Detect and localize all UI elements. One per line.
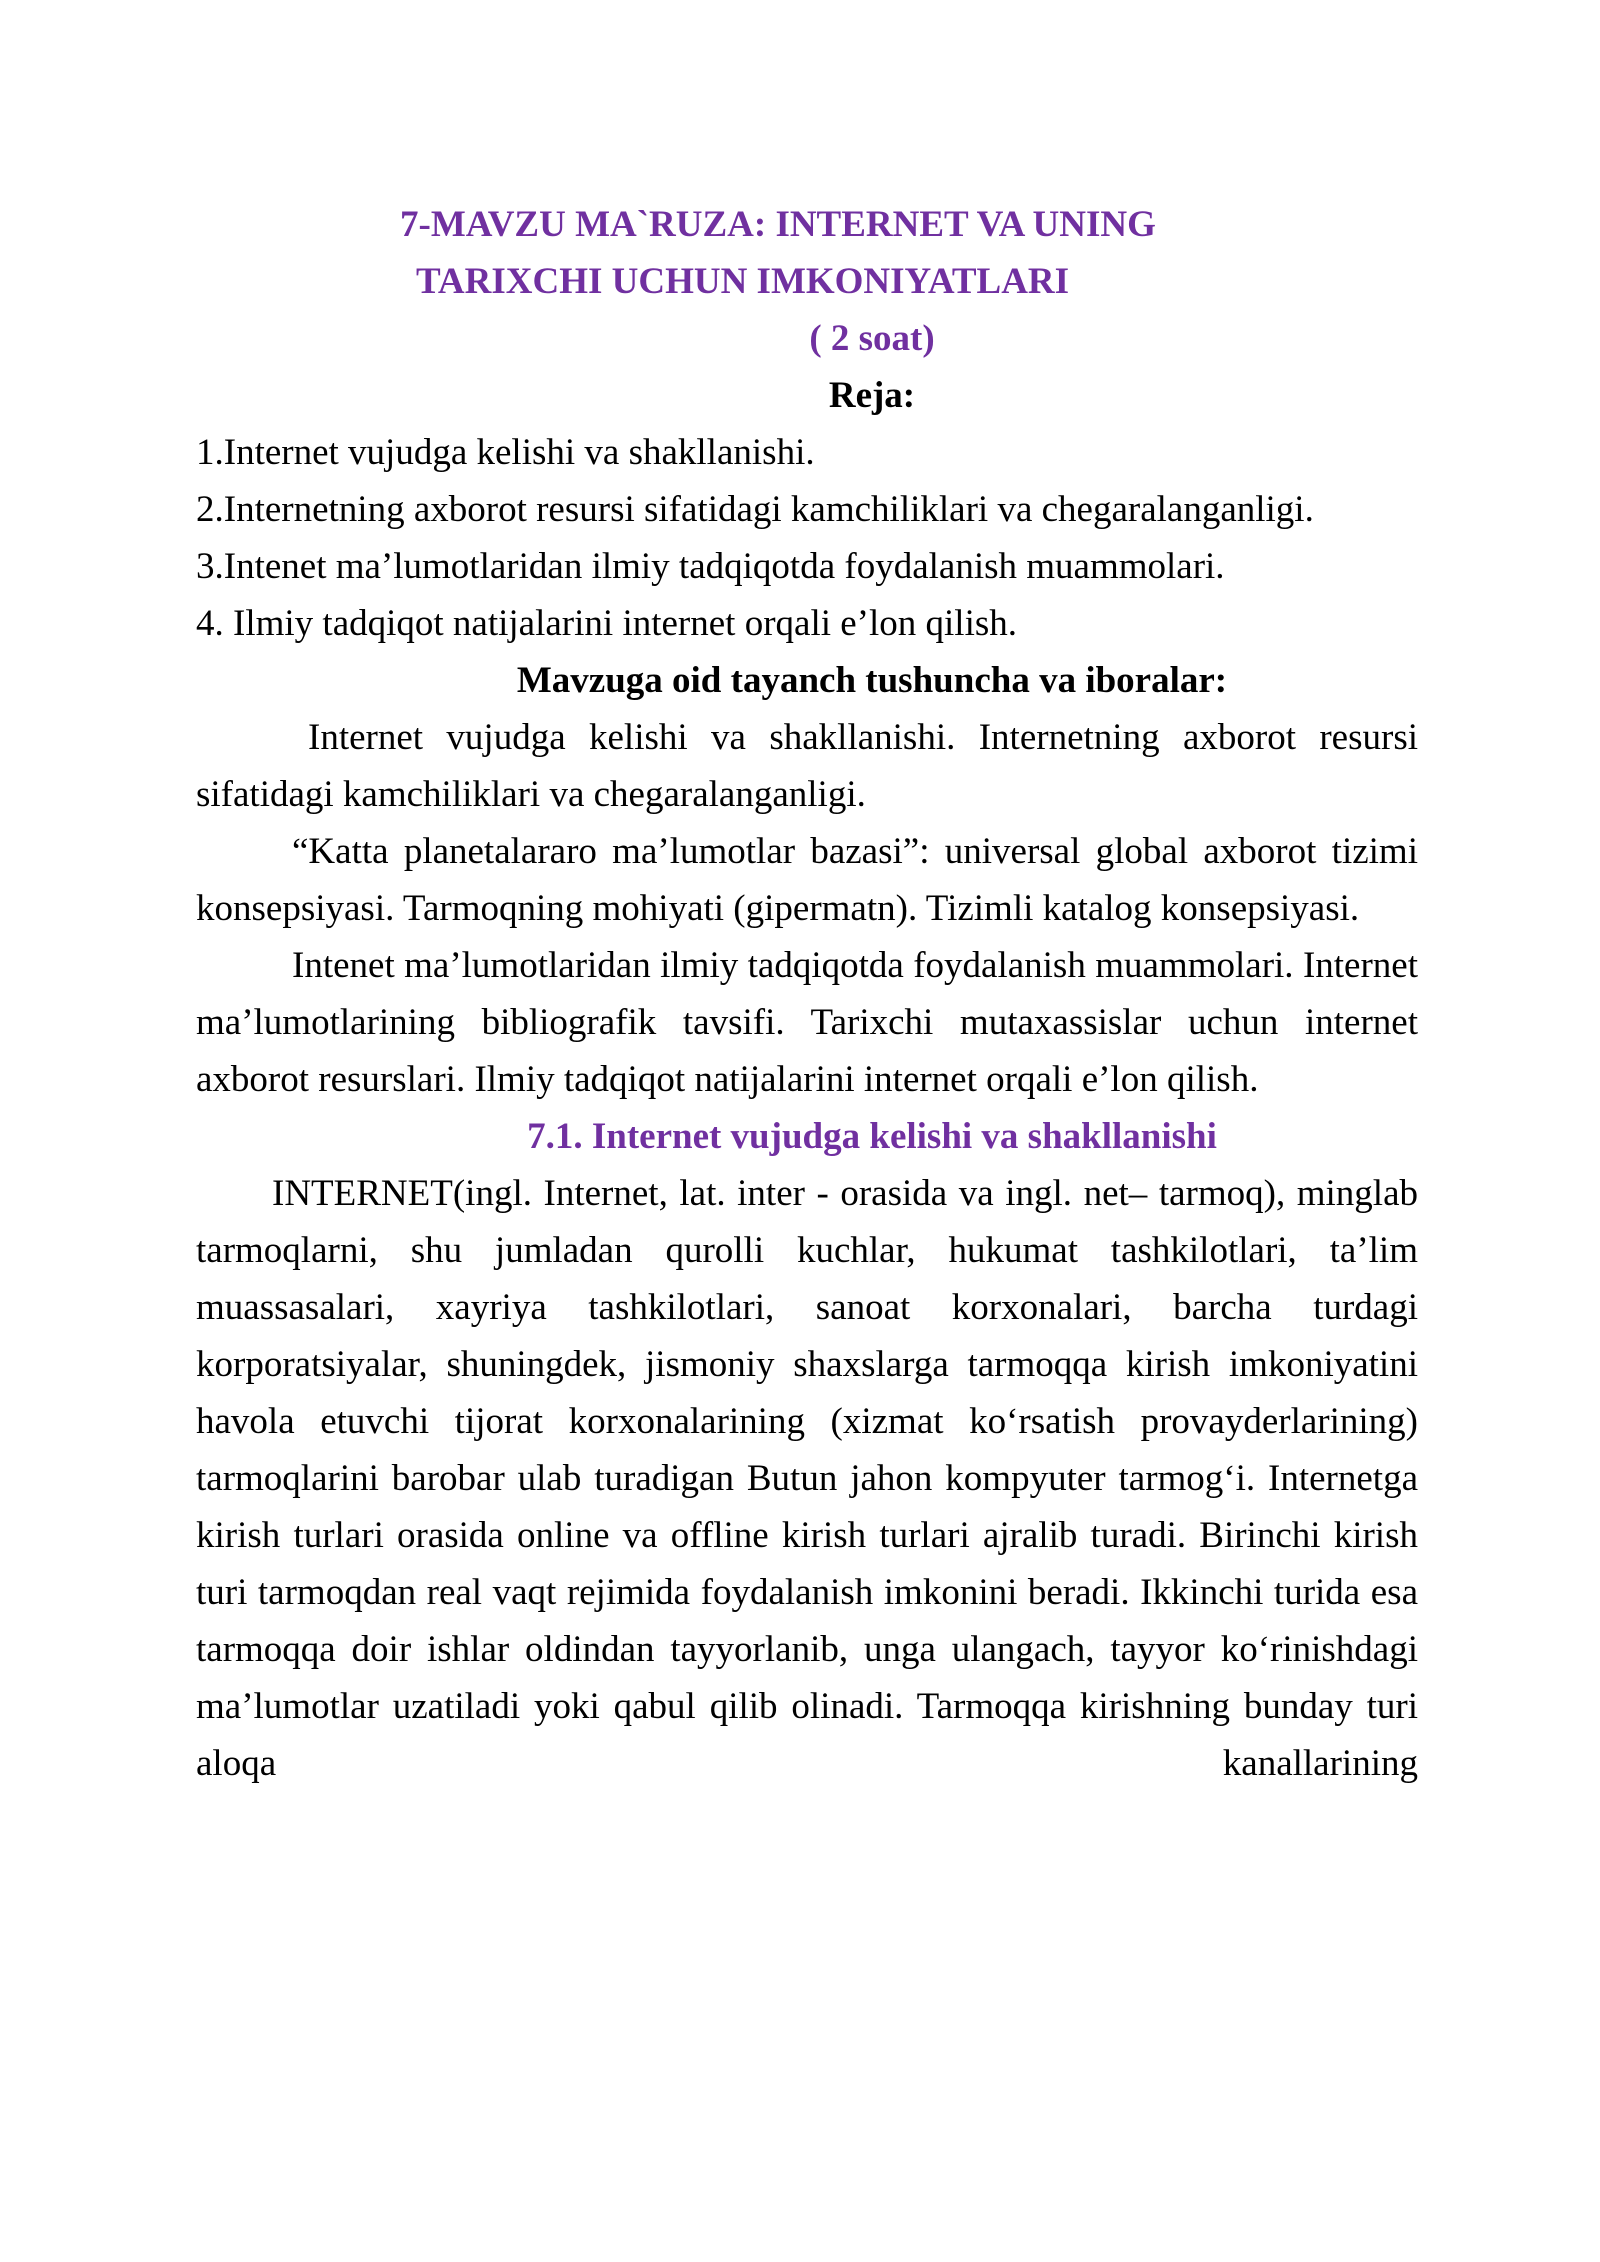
plan-item-3: 3.Intenet ma’lumotlaridan ilmiy tadqiqotda foydalanish muammolari. (196, 546, 1225, 587)
lecture-hours: ( 2 soat) (809, 318, 935, 359)
plan-heading: Reja: (828, 375, 916, 416)
plan-item-2: 2.Internetning axborot resursi sifatidagi kamchiliklari va chegaralanganligi. (196, 489, 1314, 530)
section-heading: 7.1. Internet vujudga kelishi va shakllanishi (527, 1116, 1217, 1157)
keywords-heading: Mavzuga oid tayanch tushuncha va iboralar: (516, 660, 1228, 701)
section-paragraph: INTERNET(ingl. Internet, lat. inter - orasida va ingl. net– tarmoq), minglab tarmoqlarni, shu jumladan qurolli kuchlar, hukumat tashkilotlari, ta’lim muassasalari, xayriya tashkilotlari, sanoat korxonalari, barcha turdagi korporatsiyalar, shuningdek, jismoniy shaxslarga tarmoqqa kirish imkoniyatini havola etuvchi tijorat korxonalarining (xizmat ko‘rsatish provayderlarining) tarmoqlarini barobar ulab turadigan Butun jahon kompyuter tarmog‘i. Internetga kirish turlari orasida online va offline kirish turlari ajralib turadi. Birinchi kirish turi tarmoqdan real vaqt rejimida foydalanish imkonini beradi. Ikkinchi turida esa tarmoqqa doir ishlar oldindan tayyorlanib, unga ulangach, tayyor ko‘rinishdagi ma’lumotlar uzatiladi yoki qabul qilib olinadi. Tarmoqqa kirishning bunday turi aloqa kanallarining (196, 1173, 1418, 1784)
plan-item-1: 1.Internet vujudga kelishi va shakllanishi. (196, 432, 815, 473)
keywords-paragraph-1: Internet vujudga kelishi va shakllanishi. Internetning axborot resursi sifatidagi kamchiliklari va chegaralanganligi. (196, 717, 1418, 815)
keywords-paragraph-2: “Katta planetalararo ma’lumotlar bazasi”: universal global axborot tizimi konsepsiyasi. Tarmoqning mohiyati (gipermatn). Tizimli katalog konsepsiyasi. (196, 831, 1418, 929)
lecture-title-line-1: 7-MAVZU MA`RUZA: INTERNET VA UNING (400, 204, 1156, 245)
plan-item-4: 4. Ilmiy tadqiqot natijalarini internet orqali e’lon qilish. (196, 603, 1018, 644)
keywords-paragraph-3: Intenet ma’lumotlaridan ilmiy tadqiqotda foydalanish muammolari. Internet ma’lumotlarining bibliografik tavsifi. Tarixchi mutaxassislar uchun internet axborot resurslari. Ilmiy tadqiqot natijalarini internet orqali e’lon qilish. (196, 945, 1418, 1100)
lecture-title-line-2: TARIXCHI UCHUN IMKONIYATLARI (416, 261, 1070, 302)
document-page (196, 196, 1418, 1792)
